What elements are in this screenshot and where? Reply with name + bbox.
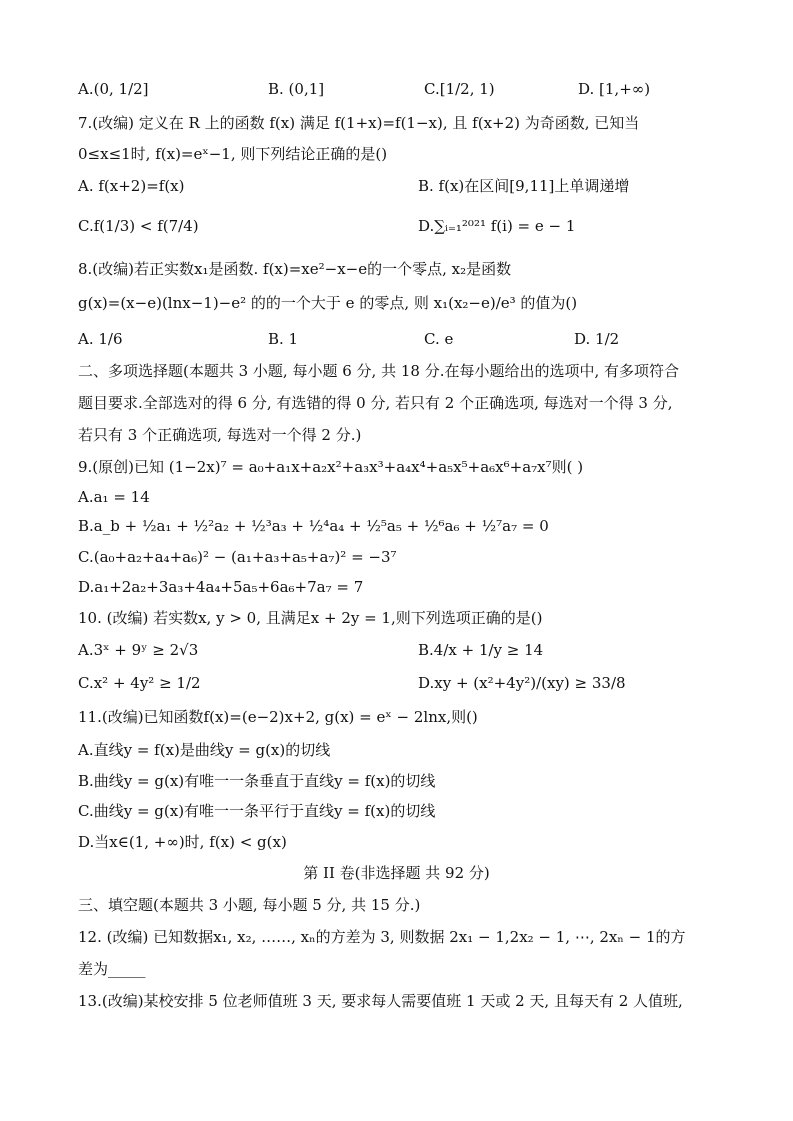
q6-option-d: D. [1,+∞) xyxy=(578,80,651,98)
q7-stem-line1: 7.(改编) 定义在 R 上的函数 f(x) 满足 f(1+x)=f(1−x), 且 f(x+2) 为奇函数, 已知当 xyxy=(78,114,640,132)
q6-option-a: A.(0, 1/2] xyxy=(78,80,149,98)
q8-option-b: B. 1 xyxy=(268,330,299,348)
q11-option-c: C.曲线y = g(x)有唯一一条平行于直线y = f(x)的切线 xyxy=(78,802,436,820)
section3-heading: 三、填空题(本题共 3 小题, 每小题 5 分, 共 15 分.) xyxy=(78,896,421,914)
section2-line2: 题目要求.全部选对的得 6 分, 有选错的得 0 分, 若只有 2 个正确选项, 每选对一个得 3 分, xyxy=(78,394,673,412)
q8-stem-line2: g(x)=(x−e)(lnx−1)−e² 的的一个大于 e 的零点, 则 x₁(x₂−e)/e³ 的值为() xyxy=(78,294,578,312)
q6-option-b: B. (0,1] xyxy=(268,80,325,98)
q7-option-d: D.∑ᵢ₌₁²⁰²¹ f(i) = e − 1 xyxy=(418,217,576,235)
part2-title: 第 II 卷(非选择题 共 92 分) xyxy=(303,864,490,882)
q7-option-a: A. f(x+2)=f(x) xyxy=(78,177,185,195)
q8-option-a: A. 1/6 xyxy=(78,330,123,348)
q10-option-d: D.xy + (x²+4y²)/(xy) ≥ 33/8 xyxy=(418,674,626,692)
section2-line1: 二、多项选择题(本题共 3 小题, 每小题 6 分, 共 18 分.在每小题给出的选项中, 有多项符合 xyxy=(78,362,680,380)
q12-line2: 差为_____ xyxy=(78,960,146,978)
q8-option-d: D. 1/2 xyxy=(574,330,620,348)
q10-option-b: B.4/x + 1/y ≥ 14 xyxy=(418,641,544,659)
q10-option-a: A.3ˣ + 9ʸ ≥ 2√3 xyxy=(78,641,199,659)
q7-option-b: B. f(x)在区间[9,11]上单调递增 xyxy=(418,177,630,195)
q11-option-b: B.曲线y = g(x)有唯一一条垂直于直线y = f(x)的切线 xyxy=(78,772,436,790)
q11-option-d: D.当x∈(1, +∞)时, f(x) < g(x) xyxy=(78,833,287,851)
q9-option-d: D.a₁+2a₂+3a₃+4a₄+5a₅+6a₆+7a₇ = 7 xyxy=(78,578,364,596)
q7-stem-line2: 0≤x≤1时, f(x)=eˣ−1, 则下列结论正确的是() xyxy=(78,145,388,163)
q11-stem: 11.(改编)已知函数f(x)=(e−2)x+2, g(x) = eˣ − 2lnx,则() xyxy=(78,708,478,726)
q13-line1: 13.(改编)某校安排 5 位老师值班 3 天, 要求每人需要值班 1 天或 2 天, 且每天有 2 人值班, xyxy=(78,992,683,1010)
q9-option-b: B.a_b + ½a₁ + ½²a₂ + ½³a₃ + ½⁴a₄ + ½⁵a₅ + ½⁶a₆ + ½⁷a₇ = 0 xyxy=(78,517,549,535)
section2-line3: 若只有 3 个正确选项, 每选对一个得 2 分.) xyxy=(78,426,362,444)
q12-line1: 12. (改编) 已知数据x₁, x₂, ……, xₙ的方差为 3, 则数据 2x₁ − 1,2x₂ − 1, ⋯, 2xₙ − 1的方 xyxy=(78,928,686,946)
q9-option-a: A.a₁ = 14 xyxy=(78,488,150,506)
q9-stem: 9.(原创)已知 (1−2x)⁷ = a₀+a₁x+a₂x²+a₃x³+a₄x⁴+a₅x⁵+a₆x⁶+a₇x⁷则( ) xyxy=(78,458,584,476)
q6-option-c: C.[1/2, 1) xyxy=(424,80,495,98)
q8-option-c: C. e xyxy=(424,330,454,348)
q10-stem: 10. (改编) 若实数x, y > 0, 且满足x + 2y = 1,则下列选项正确的是() xyxy=(78,609,543,627)
q10-option-c: C.x² + 4y² ≥ 1/2 xyxy=(78,674,201,692)
q9-option-c: C.(a₀+a₂+a₄+a₆)² − (a₁+a₃+a₅+a₇)² = −3⁷ xyxy=(78,548,397,566)
q8-stem-line1: 8.(改编)若正实数x₁是函数. f(x)=xe²−x−e的一个零点, x₂是函数 xyxy=(78,260,512,278)
q7-option-c: C.f(1/3) < f(7/4) xyxy=(78,217,199,235)
q11-option-a: A.直线y = f(x)是曲线y = g(x)的切线 xyxy=(78,741,331,759)
